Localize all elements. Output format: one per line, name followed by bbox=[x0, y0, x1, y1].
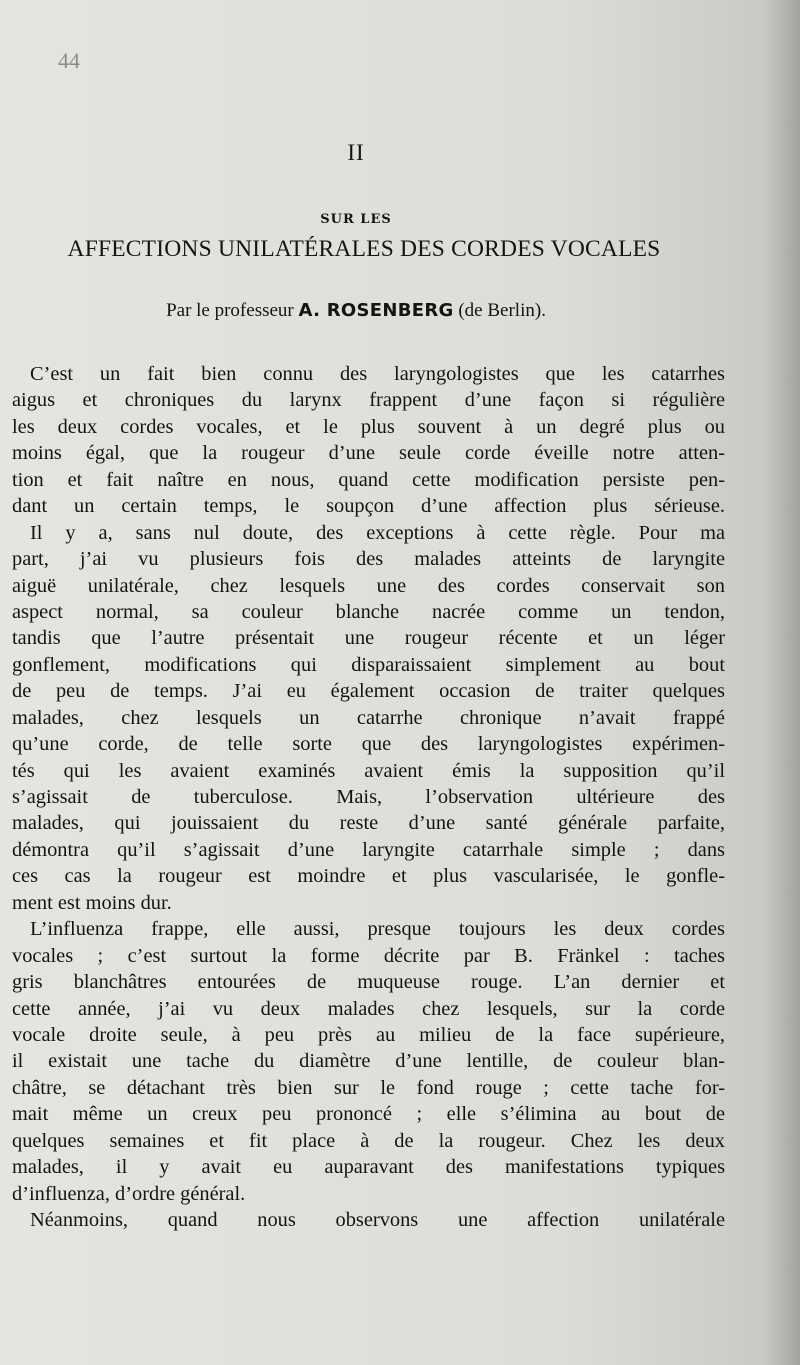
body-line: malades, il y avait eu auparavant des manifestations typiques bbox=[12, 1156, 725, 1179]
body-line: aigus et chroniques du larynx frappent d’une façon si régulière bbox=[12, 389, 725, 412]
body-line: châtre, se détachant très bien sur le fond rouge ; cette tache for- bbox=[12, 1076, 725, 1099]
body-line: vocales ; c’est surtout la forme décrite par B. Fränkel : taches bbox=[12, 944, 725, 967]
body-line: Néanmoins, quand nous observons une affection unilatérale bbox=[30, 1209, 725, 1231]
body-line: qu’une corde, de telle sorte que des laryngologistes expérimen- bbox=[12, 733, 725, 756]
byline-suffix: (de Berlin). bbox=[453, 300, 546, 321]
body-line: tandis que l’autre présentait une rougeur récente et un léger bbox=[12, 627, 725, 650]
body-line: cette année, j’ai vu deux malades chez lesquels, sur la corde bbox=[12, 997, 725, 1020]
body-line: L’influenza frappe, elle aussi, presque toujours les deux cordes bbox=[30, 918, 725, 941]
page-edge-shadow bbox=[760, 0, 800, 1365]
body-line: dant un certain temps, le soupçon d’une affection plus sérieuse. bbox=[12, 495, 725, 518]
body-line: vocale droite seule, à peu près au milieu de la face supérieure, bbox=[12, 1023, 725, 1046]
body-line: il existait une tache du diamètre d’une lentille, de couleur blan- bbox=[12, 1050, 725, 1073]
body-line: gonflement, modifications qui disparaissaient simplement au bout bbox=[12, 653, 725, 676]
body-line: de peu de temps. J’ai eu également occasion de traiter quelques bbox=[12, 680, 725, 703]
body-line: moins égal, que la rougeur d’une seule corde éveille notre atten- bbox=[12, 442, 725, 465]
body-line: Il y a, sans nul doute, des exceptions à cette règle. Pour ma bbox=[30, 521, 725, 544]
body-line: démontra qu’il s’agissait d’une laryngite catarrhale simple ; dans bbox=[12, 838, 725, 861]
body-line: tion et fait naître en nous, quand cette modification persiste pen- bbox=[12, 468, 725, 491]
body-line: part, j’ai vu plusieurs fois des malades atteints de laryngite bbox=[12, 548, 725, 571]
byline-prefix: Par le professeur bbox=[166, 300, 299, 321]
section-kicker: SUR LES bbox=[320, 212, 392, 227]
body-line: ces cas la rougeur est moindre et plus vascularisée, le gonfle- bbox=[12, 865, 725, 888]
body-line: les deux cordes vocales, et le plus souvent à un degré plus ou bbox=[12, 415, 725, 438]
body-line: aiguë unilatérale, chez lesquels une des cordes conservait son bbox=[12, 574, 725, 597]
body-line: malades, chez lesquels un catarrhe chronique n’avait frappé bbox=[12, 706, 725, 729]
article-title: AFFECTIONS UNILATÉRALES DES CORDES VOCALES bbox=[67, 236, 661, 262]
page-number: 44 bbox=[58, 48, 80, 73]
byline bbox=[0, 300, 712, 322]
body-line: quelques semaines et fit place à de la rougeur. Chez les deux bbox=[12, 1129, 725, 1152]
body-line: aspect normal, sa couleur blanche nacrée comme un tendon, bbox=[12, 600, 725, 623]
body-line: C’est un fait bien connu des laryngologistes que les catarrhes bbox=[30, 363, 725, 385]
article-body bbox=[12, 361, 725, 1233]
body-line: s’agissait de tuberculose. Mais, l’observation ultérieure des bbox=[12, 786, 725, 808]
body-line: malades, qui jouissaient du reste d’une santé générale parfaite, bbox=[12, 812, 725, 835]
body-line: gris blanchâtres entourées de muqueuse rouge. L’an dernier et bbox=[12, 971, 725, 994]
body-line: d’influenza, d’ordre général. bbox=[12, 1182, 246, 1205]
section-numeral: II bbox=[347, 140, 365, 165]
byline-author: A. ROSENBERG bbox=[298, 300, 454, 321]
body-line: ment est moins dur. bbox=[12, 891, 172, 914]
body-line: mait même un creux peu prononcé ; elle s’élimina au bout de bbox=[12, 1103, 725, 1126]
body-line: tés qui les avaient examinés avaient émis la supposition qu’il bbox=[12, 759, 725, 782]
